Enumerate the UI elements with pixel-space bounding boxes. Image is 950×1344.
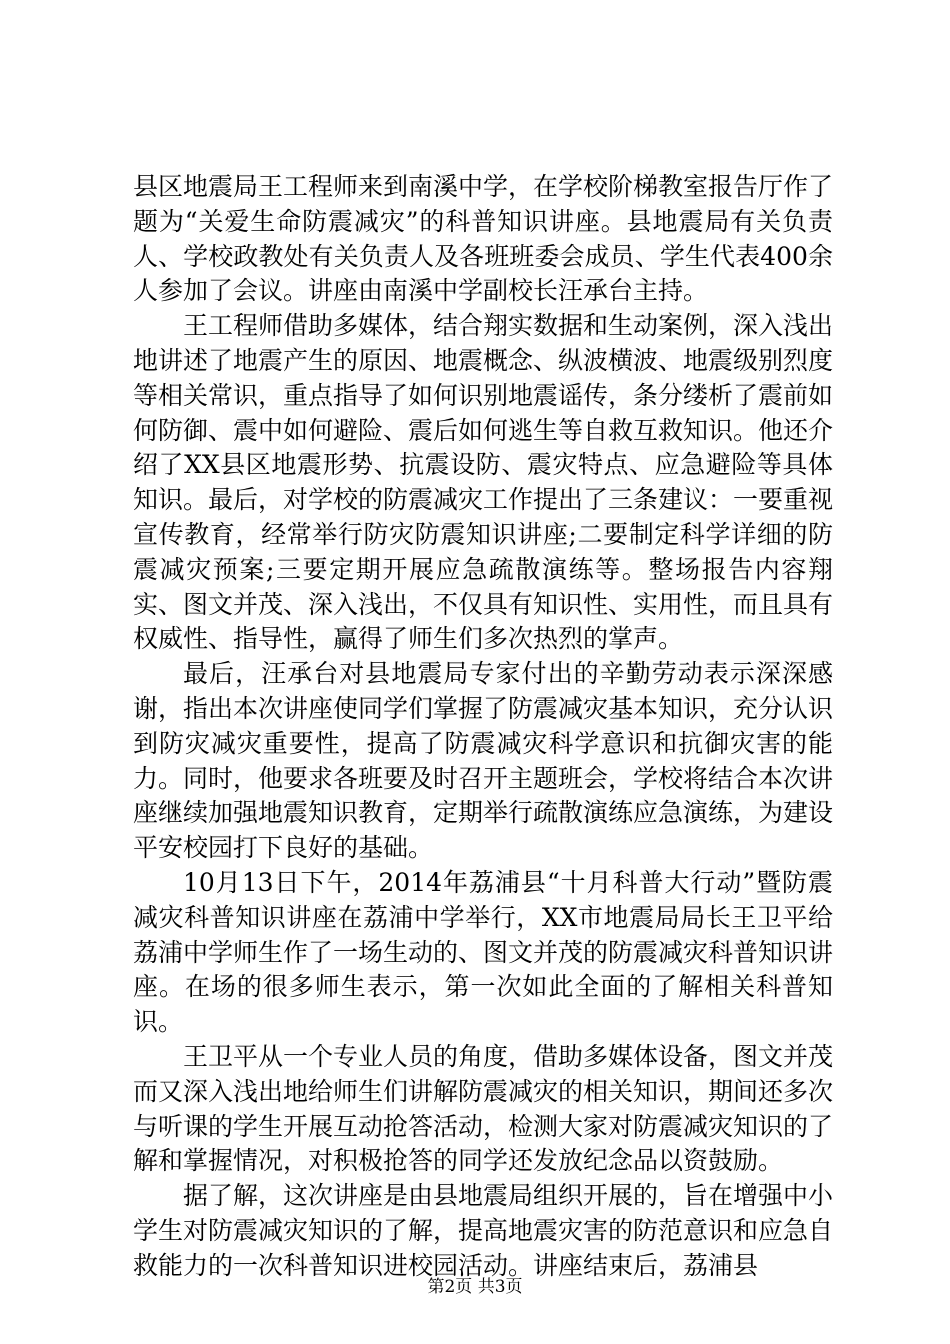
document-body bbox=[133, 170, 833, 1284]
paragraph-4: 10月13日下午，2014年荔浦县“十月科普大行动”暨防震减灾科普知识讲座在荔浦中学举行，XX市地震局局长王卫平给荔浦中学师生作了一场生动的、图文并茂的防震减灾科普知识讲座。在场的很多师生表示，第一次如此全面的了解相关科普知识。 bbox=[133, 867, 834, 1037]
paragraph-5: 王卫平从一个专业人员的角度，借助多媒体设备，图文并茂而又深入浅出地给师生们讲解防震减灾的相关知识，期间还多次与听课的学生开展互动抢答活动，检测大家对防震减灾知识的了解和掌握情况，对积极抢答的同学还发放纪念品以资鼓励。 bbox=[133, 1041, 834, 1176]
paragraph-3: 最后，汪承台对县地震局专家付出的辛勤劳动表示深深感谢，指出本次讲座使同学们掌握了防震减灾基本知识，充分认识到防灾减灾重要性，提高了防震减灾科学意识和抗御灾害的能力。同时，他要求各班要及时召开主题班会，学校将结合本次讲座继续加强地震知识教育，定期举行疏散演练应急演练，为建设平安校园打下良好的基础。 bbox=[133, 659, 834, 863]
page-footer: 第2页 共3页 bbox=[427, 1277, 523, 1297]
paragraph-6: 据了解，这次讲座是由县地震局组织开展的，旨在增强中小学生对防震减灾知识的了解，提高地震灾害的防范意识和应急自救能力的一次科普知识进校园活动。讲座结束后，荔浦县 bbox=[133, 1181, 834, 1280]
paragraph-2: 王工程师借助多媒体，结合翔实数据和生动案例，深入浅出地讲述了地震产生的原因、地震概念、纵波横波、地震级别烈度等相关常识，重点指导了如何识别地震谣传，条分缕析了震前如何防御、震中如何避险、震后如何逃生等自救互救知识。他还介绍了XX县区地震形势、抗震设防、震灾特点、应急避险等具体知识。最后，对学校的防震减灾工作提出了三条建议：一要重视宣传教育，经常举行防灾防震知识讲座;二要制定科学详细的防震减灾预案;三要定期开展应急疏散演练等。整场报告内容翔实、图文并茂、深入浅出，不仅具有知识性、实用性，而且具有权威性、指导性，赢得了师生们多次热烈的掌声。 bbox=[133, 311, 834, 654]
paragraph-1: 县区地震局王工程师来到南溪中学，在学校阶梯教室报告厅作了题为“关爱生命防震减灾”的科普知识讲座。县地震局有关负责人、学校政教处有关负责人及各班班委会成员、学生代表400余人参加了会议。讲座由南溪中学副校长汪承台主持。 bbox=[133, 172, 834, 306]
